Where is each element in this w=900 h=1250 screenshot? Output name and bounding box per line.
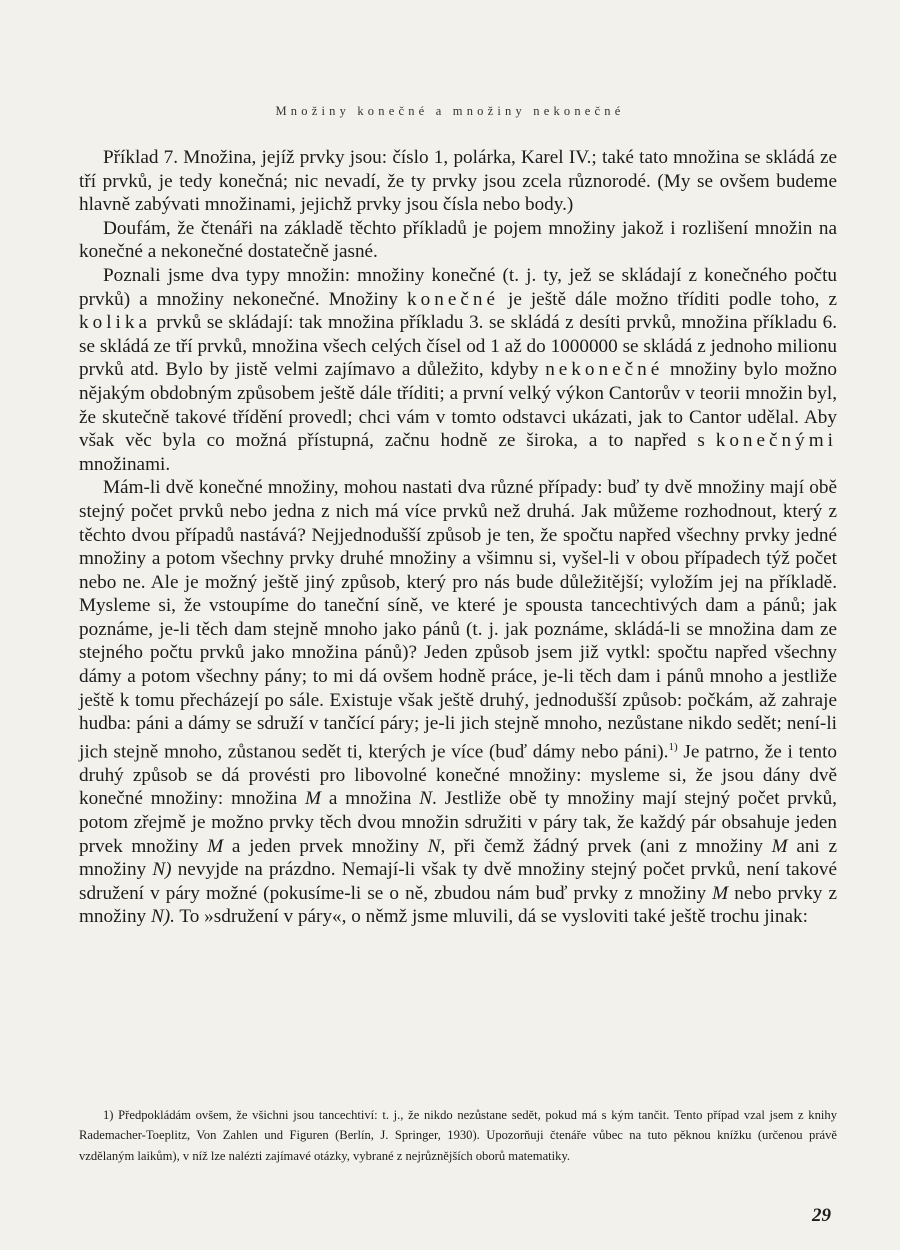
math-symbol: N) (152, 859, 172, 881)
paragraph-two-types (79, 264, 837, 476)
text-run: To »sdružení v páry«, o němž jsme mluvili, dá se vysloviti také ještě trochu jinak: (174, 906, 808, 928)
footnotes (79, 1105, 837, 1166)
text-run: je ještě dále možno tříditi podle toho, z (498, 288, 837, 310)
text-run: nevyjde na prázdno. Nemají-li však ty dvě množiny stejný počet prvků, není takové sdružení v páry možné (pokusíme-li se o ně, zbudou nám buď prvky z množiny (79, 859, 837, 904)
text-run: a množina (321, 788, 420, 810)
text-run: ani z množiny (79, 835, 837, 881)
math-symbol: M (207, 835, 224, 857)
text-run: při čemž žádný prvek (ani z množiny (445, 835, 772, 857)
text-run: množinami. (79, 453, 171, 475)
text-run: prvků se skládají: tak množina příkladu 3. se skládá z desíti prvků, množina příkladu 6. se skládá ze tří prvků, množina všech celých čísel od 1 až do 1000000 se skládá z jednoho milionu prvků atd. Bylo by jistě velmi zajímavo a důležito, kdyby (79, 312, 837, 381)
text-run: nebo prvky z množiny (79, 882, 837, 928)
math-symbol: M (771, 835, 788, 857)
body-text (79, 146, 837, 929)
text-run: a jeden prvek množiny (223, 835, 428, 857)
text-run: Je patrno, že i tento druhý způsob se dá provésti pro libovolné konečné množiny: mysleme si, že jsou dány dvě konečné množiny: množina (79, 741, 837, 810)
running-head: Množiny konečné a množiny nekonečné (275, 104, 625, 118)
text-run: . Jestliže obě ty množiny mají stejný počet prvků, potom zřejmě je možno prvky těch dvou množin sdružiti v páry tak, že každý pár obsahuje jeden prvek množiny (79, 788, 837, 857)
spaced-emphasis: nekonečné (545, 359, 664, 381)
text-run: Poznali jsme dva typy množin: množiny konečné (t. j. ty, jež se skládají z konečného počtu prvků) a množiny nekonečné. Množiny (79, 264, 837, 310)
math-symbol: N, (427, 835, 446, 857)
spaced-emphasis: konečnými (715, 430, 837, 452)
spaced-emphasis: konečné (407, 288, 499, 310)
math-symbol: N (419, 788, 433, 810)
math-symbol: M (305, 788, 322, 810)
paragraph-two-finite-sets (79, 476, 837, 929)
page-number: 29 (812, 1205, 831, 1226)
text-run: Mám-li dvě konečné množiny, mohou nastati dva různé případy: buď ty dvě množiny mají obě stejný počet prvků nebo jedna z nich má více prvků než druhá. Jak můžeme rozhodnout, který z těchto dvou případů nastává? Nejjednodušší způsob je ten, že spočtu napřed všechny prvky jedné množiny a potom všechny prvky druhé množiny a všimnu si, vyšel-li v obou případech týž počet nebo ne. Ale je možný ještě jiný způsob, který pro nás bude důležitější; vyložím jej na příkladě. Mysleme si, že vstoupíme do taneční síně, ve které je spousta tancechtivých dam a pánů; jak poznáme, je-li těch dam stejně mnoho jako pánů (t. j. jak poznáme, skládá-li se množina dam ze stejného počtu prvků jako množina pánů)? Jeden způsob jsem již vytkl: spočtu napřed všechny dámy a potom všechny pány; to mi dá ovšem hodně práce, je-li těch dam i pánů mnoho a jestliže ještě k tomu přecházejí po sále. Existuje však ještě druhý, jednodušší způsob: počkám, až zahraje hudba: páni a dámy se sdruží v tančící páry; je-li jich stejně mnoho, nezůstane nikdo sedět; není-li jich stejně mnoho, zůstanou sedět ti, kterých je více (buď dámy nebo páni). (79, 477, 837, 763)
math-symbol: M (712, 882, 729, 904)
footnote-reference: 1) (668, 740, 678, 753)
math-symbol: N). (150, 906, 175, 928)
text-run: množiny bylo možno nějakým obdobným způsobem ještě dále tříditi; a první velký výkon Cantorův v teorii množin byl, že skutečně takové třídění provedl; chci vám v tomto odstavci ukázati, jak to Cantor udělal. Aby však věc byla co možná přístupná, začnu hodně ze široka, a to napřed s (79, 359, 837, 452)
paragraph-example-7: Příklad 7. Množina, jejíž prvky jsou: číslo 1, polárka, Karel IV.; také tato množina se skládá ze tří prvků, je tedy konečná; nic nevadí, že ty prvky jsou zcela různorodé. (My se ovšem budeme hlavně zabývati množinami, jejichž prvky jsou čísla nebo body.) (79, 147, 837, 216)
footnote: 1) Předpokládám ovšem, že všichni jsou tancechtiví: t. j., že nikdo nezůstane sedět, pokud má s kým tančit. Tento případ vzal jsem z knihy Rademacher-Toeplitz, Von Zahlen und Figuren (Berlín, J. Springer, 1930). Upozorňuji čtenáře vůbec na tuto pěknou knížku (určenou právě vzdělaným laikům), v níž lze nalézti zajímavé otázky, vybrané z nejrůznějších oborů matematiky. (79, 1108, 837, 1163)
spaced-emphasis: kolika (79, 312, 151, 334)
paragraph-hope: Doufám, že čtenáři na základě těchto příkladů je pojem množiny jakož i rozlišení množin na konečné a nekonečné dostatečně jasné. (79, 217, 837, 263)
